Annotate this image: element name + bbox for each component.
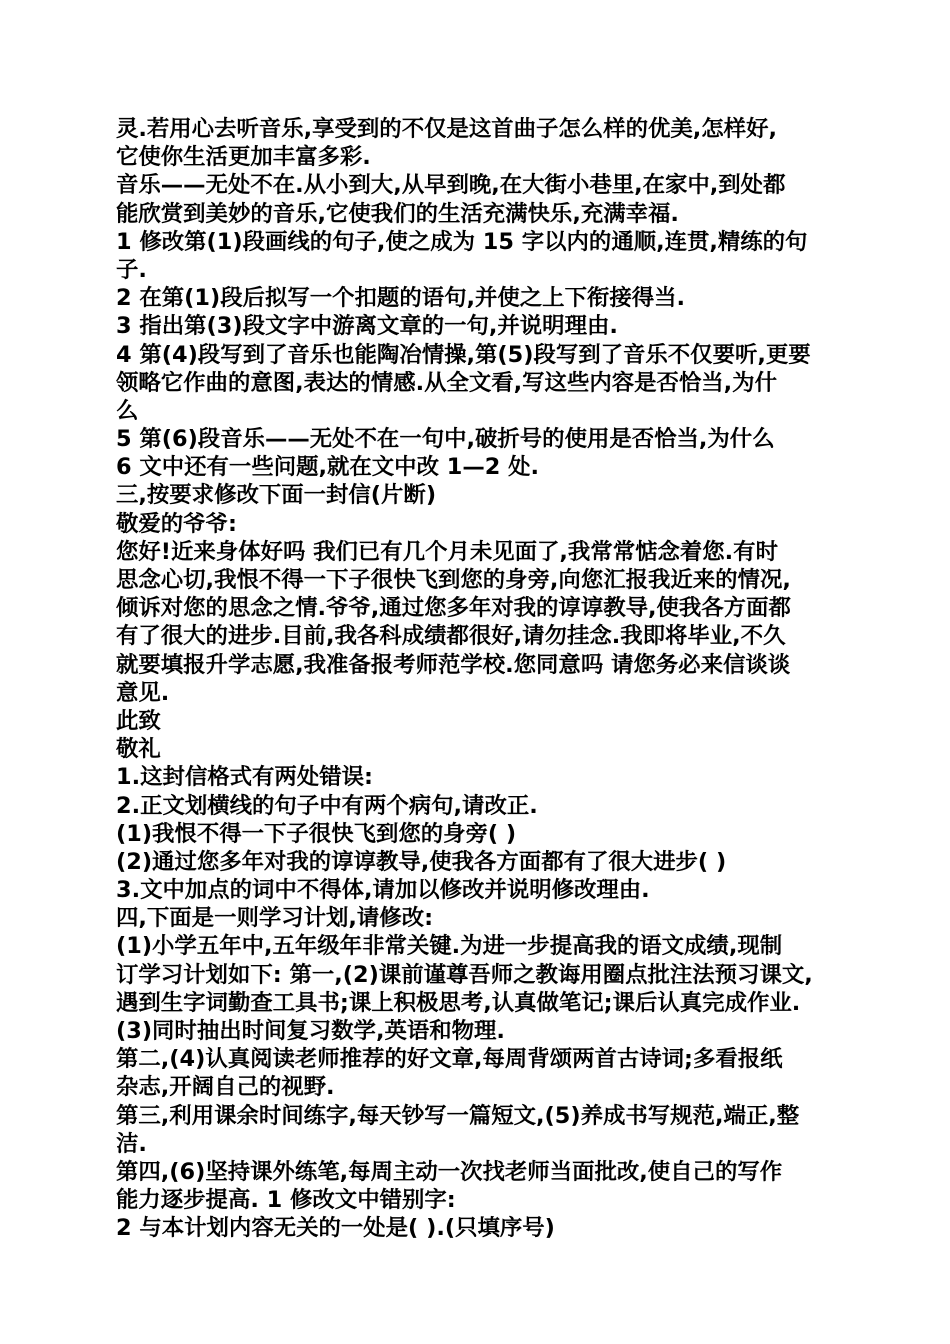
text-line: 3 指出第(3)段文字中游离文章的一句,并说明理由. — [116, 313, 618, 340]
text-line: 有了很大的进步.目前,我各科成绩都很好,请勿挂念.我即将毕业,不久 — [116, 623, 786, 650]
text-line: 订学习计划如下: 第一,(2)课前谨尊吾师之教诲用圈点批注法预习课文, — [116, 961, 813, 988]
question-line: 3.文中加点的词中不得体,请加以修改并说明修改理由. — [116, 877, 650, 904]
text-line: 领略它作曲的意图,表达的情感.从全文看,写这些内容是否恰当,为什 — [116, 369, 777, 396]
text-line: 意见. — [116, 679, 170, 706]
text-line: 就要填报升学志愿,我准备报考师范学校.您同意吗 请您务必来信谈谈 — [116, 651, 791, 678]
text-line: 洁. — [116, 1130, 147, 1157]
question-line: 2 与本计划内容无关的一处是( ).(只填序号) — [116, 1215, 555, 1242]
text-line: 灵.若用心去听音乐,享受到的不仅是这首曲子怎么样的优美,怎样好, — [116, 116, 777, 142]
letter-closing: 敬礼 — [116, 736, 161, 763]
question-line: 2.正文划横线的句子中有两个病句,请改正. — [116, 792, 538, 819]
text-line: 么 — [116, 397, 139, 424]
text-line: 4 第(4)段写到了音乐也能陶冶情操,第(5)段写到了音乐不仅要听,更要 — [116, 341, 811, 368]
text-line: 您好!近来身体好吗 我们已有几个月未见面了,我常常惦念着您.有时 — [116, 538, 778, 565]
text-line: 思念心切,我恨不得一下子很快飞到您的身旁,向您汇报我近来的情况, — [116, 567, 791, 593]
section-heading: 三,按要求修改下面一封信(片断) — [116, 482, 437, 509]
text-line: 音乐——无处不在.从小到大,从早到晚,在大街小巷里,在家中,到处都 — [116, 172, 786, 199]
text-line: 倾诉对您的思念之情.爷爷,通过您多年对我的谆谆教导,使我各方面都 — [116, 595, 791, 622]
letter-salutation: 敬爱的爷爷: — [116, 510, 237, 537]
text-line: 第二,(4)认真阅读老师推荐的好文章,每周背颂两首古诗词;多看报纸 — [116, 1046, 783, 1073]
text-line: 1 修改第(1)段画线的句子,使之成为 15 字以内的通顺,连贯,精练的句 — [116, 228, 808, 255]
question-line: 1.这封信格式有两处错误: — [116, 764, 373, 791]
text-line: 它使你生活更加丰富多彩. — [116, 144, 371, 171]
text-line: 第三,利用课余时间练字,每天钞写一篇短文,(5)养成书写规范,端正,整 — [116, 1102, 800, 1129]
question-line: (2)通过您多年对我的谆谆教导,使我各方面都有了很大进步( ) — [116, 848, 727, 875]
text-line: 能力逐步提高. 1 修改文中错别字: — [116, 1187, 456, 1214]
question-line: (1)我恨不得一下子很快飞到您的身旁( ) — [116, 820, 517, 847]
text-line: 杂志,开阔自己的视野. — [116, 1074, 335, 1101]
text-line: 子. — [116, 256, 147, 283]
text-line: 2 在第(1)段后拟写一个扣题的语句,并使之上下衔接得当. — [116, 285, 686, 312]
letter-closing: 此致 — [116, 707, 161, 734]
text-line: 能欣赏到美妙的音乐,它使我们的生活充满快乐,充满幸福. — [116, 200, 679, 227]
document-page — [116, 115, 842, 1243]
text-line: 遇到生字词勤查工具书;课上积极思考,认真做笔记;课后认真完成作业. — [116, 989, 801, 1016]
text-line: (1)小学五年中,五年级年非常关键.为进一步提高我的语文成绩,现制 — [116, 933, 783, 960]
text-line: 6 文中还有一些问题,就在文中改 1—2 处. — [116, 454, 539, 481]
text-line: 5 第(6)段音乐——无处不在一句中,破折号的使用是否恰当,为什么 — [116, 426, 775, 453]
text-line: 第四,(6)坚持课外练笔,每周主动一次找老师当面批改,使自己的写作 — [116, 1158, 783, 1185]
section-heading: 四,下面是一则学习计划,请修改: — [116, 905, 434, 932]
text-line: (3)同时抽出时间复习数学,英语和物理. — [116, 1018, 505, 1044]
